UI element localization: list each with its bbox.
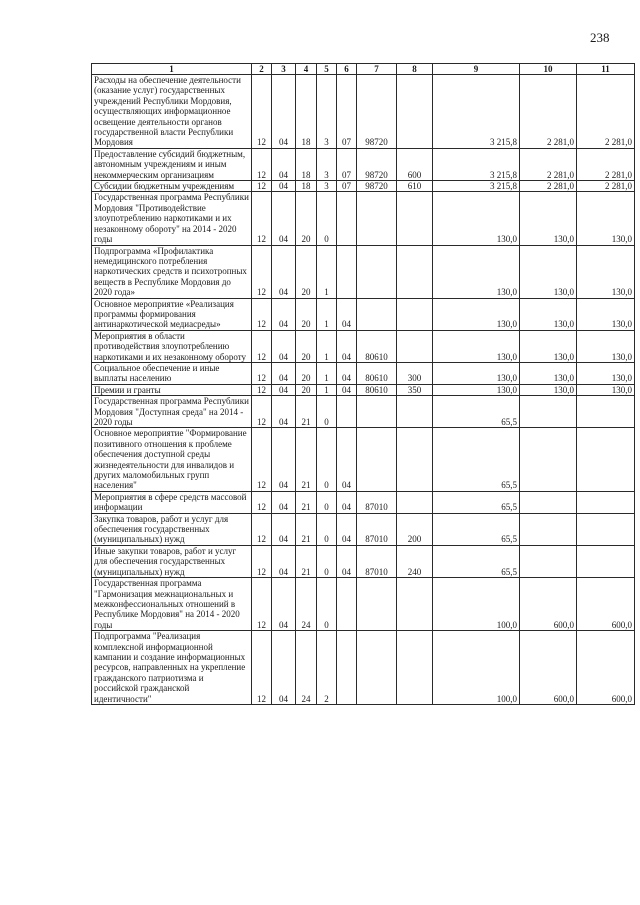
row-code-cell: 20: [296, 298, 317, 330]
row-amount-cell: 2 281,0: [577, 75, 635, 149]
header-cell: 1: [92, 64, 252, 75]
row-code-cell: 600: [397, 148, 433, 180]
header-cell: 2: [252, 64, 272, 75]
table-header-row: [92, 64, 635, 75]
row-code-cell: 87010: [357, 545, 397, 577]
row-code-cell: 80610: [357, 330, 397, 362]
row-name-cell: Расходы на обеспечение деятельности (оказание услуг) государственных учреждений Республики Мордовия, осуществляющих информационное освещение деятельности органов государственной власти Республики Мордовия: [92, 75, 252, 149]
row-code-cell: 18: [296, 75, 317, 149]
row-amount-cell: [520, 428, 577, 491]
row-code-cell: 21: [296, 545, 317, 577]
table-row: [92, 75, 635, 149]
row-amount-cell: 600,0: [577, 578, 635, 631]
row-code-cell: [337, 396, 357, 428]
row-amount-cell: 65,5: [433, 396, 520, 428]
row-code-cell: [357, 245, 397, 298]
row-amount-cell: 130,0: [577, 384, 635, 395]
row-code-cell: 04: [272, 396, 296, 428]
row-amount-cell: 130,0: [520, 245, 577, 298]
row-code-cell: 04: [337, 384, 357, 395]
row-name-cell: Премии и гранты: [92, 384, 252, 395]
row-name-cell: Основное мероприятие "Формирование позитивного отношения к проблеме обеспечения доступной среды жизнедеятельности для инвалидов и других маломобильных групп населения": [92, 428, 252, 491]
row-amount-cell: 2 281,0: [520, 148, 577, 180]
row-amount-cell: 130,0: [520, 384, 577, 395]
row-code-cell: 12: [252, 384, 272, 395]
row-amount-cell: [520, 491, 577, 513]
row-code-cell: 0: [317, 545, 337, 577]
row-name-cell: Субсидии бюджетным учреждениям: [92, 181, 252, 192]
table-row: [92, 384, 635, 395]
row-code-cell: 12: [252, 428, 272, 491]
row-amount-cell: 2 281,0: [520, 181, 577, 192]
row-code-cell: 04: [272, 513, 296, 545]
row-code-cell: [337, 192, 357, 245]
row-amount-cell: 2 281,0: [577, 181, 635, 192]
row-amount-cell: [520, 513, 577, 545]
row-code-cell: 04: [337, 428, 357, 491]
row-code-cell: [397, 192, 433, 245]
row-amount-cell: 130,0: [577, 298, 635, 330]
row-code-cell: 80610: [357, 362, 397, 384]
row-code-cell: [397, 245, 433, 298]
row-code-cell: 3: [317, 75, 337, 149]
row-name-cell: Мероприятия в области противодействия злоупотреблению наркотиками и их незаконному обороту: [92, 330, 252, 362]
row-code-cell: [397, 396, 433, 428]
row-amount-cell: 130,0: [577, 362, 635, 384]
table-row: [92, 578, 635, 631]
table-row: [92, 362, 635, 384]
row-code-cell: 21: [296, 491, 317, 513]
row-code-cell: [357, 298, 397, 330]
header-cell: 11: [577, 64, 635, 75]
row-amount-cell: 2 281,0: [577, 148, 635, 180]
row-name-cell: Государственная программа "Гармонизация межнациональных и межконфессиональных отношений в Республике Мордовия" на 2014 - 2020 годы: [92, 578, 252, 631]
row-code-cell: 04: [272, 298, 296, 330]
row-amount-cell: 65,5: [433, 428, 520, 491]
row-code-cell: 21: [296, 513, 317, 545]
row-name-cell: Иные закупки товаров, работ и услуг для обеспечения государственных (муниципальных) нужд: [92, 545, 252, 577]
header-cell: 8: [397, 64, 433, 75]
row-code-cell: 04: [272, 148, 296, 180]
row-name-cell: Подпрограмма "Реализация комплексной информационной кампании и создание информационных ресурсов, направленных на укрепление гражданского патриотизма и российской гражданской идентичности": [92, 631, 252, 705]
row-code-cell: 12: [252, 330, 272, 362]
page-number: 238: [590, 30, 610, 45]
table-row: [92, 428, 635, 491]
row-code-cell: 04: [272, 384, 296, 395]
row-amount-cell: 600,0: [577, 631, 635, 705]
header-cell: 3: [272, 64, 296, 75]
table-body: [92, 64, 635, 705]
row-code-cell: [397, 491, 433, 513]
row-code-cell: 3: [317, 181, 337, 192]
row-code-cell: 07: [337, 75, 357, 149]
row-code-cell: [357, 192, 397, 245]
row-code-cell: 20: [296, 330, 317, 362]
row-code-cell: 12: [252, 491, 272, 513]
row-code-cell: [397, 75, 433, 149]
row-code-cell: 12: [252, 192, 272, 245]
row-amount-cell: 65,5: [433, 491, 520, 513]
row-code-cell: 350: [397, 384, 433, 395]
row-code-cell: 12: [252, 245, 272, 298]
row-code-cell: 20: [296, 192, 317, 245]
row-name-cell: Государственная программа Республики Мордовия "Противодействие злоупотреблению наркотиками и их незаконному обороту" на 2014 - 2020 годы: [92, 192, 252, 245]
row-amount-cell: [520, 396, 577, 428]
row-code-cell: 3: [317, 148, 337, 180]
row-code-cell: 0: [317, 428, 337, 491]
row-code-cell: 1: [317, 384, 337, 395]
row-amount-cell: 130,0: [520, 362, 577, 384]
row-code-cell: 04: [337, 545, 357, 577]
row-code-cell: 04: [272, 75, 296, 149]
row-amount-cell: 130,0: [433, 245, 520, 298]
row-name-cell: Подпрограмма «Профилактика немедицинского потребления наркотических средств и психотропных веществ в Республике Мордовия до 2020 года»: [92, 245, 252, 298]
row-amount-cell: 130,0: [433, 362, 520, 384]
header-cell: 7: [357, 64, 397, 75]
row-code-cell: 04: [272, 491, 296, 513]
row-code-cell: 0: [317, 491, 337, 513]
row-code-cell: 1: [317, 298, 337, 330]
row-code-cell: 20: [296, 362, 317, 384]
row-code-cell: 12: [252, 631, 272, 705]
table-row: [92, 245, 635, 298]
row-code-cell: [397, 428, 433, 491]
header-cell: 10: [520, 64, 577, 75]
row-name-cell: Предоставление субсидий бюджетным, автономным учреждениям и иным некоммерческим организациям: [92, 148, 252, 180]
row-code-cell: 04: [337, 362, 357, 384]
table-row: [92, 491, 635, 513]
row-code-cell: [397, 631, 433, 705]
row-code-cell: 04: [337, 298, 357, 330]
row-code-cell: 18: [296, 148, 317, 180]
row-code-cell: 1: [317, 362, 337, 384]
row-code-cell: 1: [317, 330, 337, 362]
row-code-cell: 20: [296, 245, 317, 298]
row-code-cell: [337, 245, 357, 298]
row-code-cell: 1: [317, 245, 337, 298]
row-amount-cell: 100,0: [433, 578, 520, 631]
row-code-cell: 12: [252, 75, 272, 149]
row-code-cell: 04: [272, 362, 296, 384]
row-amount-cell: 600,0: [520, 631, 577, 705]
row-code-cell: 0: [317, 578, 337, 631]
row-amount-cell: [520, 545, 577, 577]
row-amount-cell: 130,0: [577, 192, 635, 245]
row-code-cell: 0: [317, 396, 337, 428]
table-row: [92, 330, 635, 362]
row-name-cell: Социальное обеспечение и иные выплаты населению: [92, 362, 252, 384]
row-code-cell: 98720: [357, 181, 397, 192]
row-code-cell: 04: [337, 513, 357, 545]
row-amount-cell: [577, 545, 635, 577]
row-code-cell: 87010: [357, 513, 397, 545]
row-code-cell: 0: [317, 192, 337, 245]
row-code-cell: [397, 330, 433, 362]
budget-table: [91, 63, 635, 705]
table-row: [92, 396, 635, 428]
row-code-cell: 12: [252, 545, 272, 577]
row-code-cell: 2: [317, 631, 337, 705]
row-code-cell: 04: [272, 181, 296, 192]
row-name-cell: Государственная программа Республики Мордовия "Доступная среда" на 2014 - 2020 годы: [92, 396, 252, 428]
row-code-cell: [357, 428, 397, 491]
table-row: [92, 545, 635, 577]
row-code-cell: 12: [252, 578, 272, 631]
table-row: [92, 192, 635, 245]
row-code-cell: 12: [252, 362, 272, 384]
row-code-cell: 18: [296, 181, 317, 192]
row-code-cell: 07: [337, 148, 357, 180]
row-name-cell: Закупка товаров, работ и услуг для обеспечения государственных (муниципальных) нужд: [92, 513, 252, 545]
row-code-cell: 21: [296, 396, 317, 428]
table-row: [92, 513, 635, 545]
row-code-cell: 04: [337, 330, 357, 362]
row-code-cell: 12: [252, 396, 272, 428]
row-code-cell: [357, 396, 397, 428]
row-name-cell: Основное мероприятие «Реализация программы формирования антинаркотической медиасреды»: [92, 298, 252, 330]
row-code-cell: 04: [272, 330, 296, 362]
row-code-cell: 87010: [357, 491, 397, 513]
row-amount-cell: [577, 513, 635, 545]
row-code-cell: 21: [296, 428, 317, 491]
header-cell: 6: [337, 64, 357, 75]
row-amount-cell: [577, 491, 635, 513]
row-code-cell: [337, 578, 357, 631]
row-code-cell: [397, 578, 433, 631]
row-name-cell: Мероприятия в сфере средств массовой информации: [92, 491, 252, 513]
row-code-cell: 20: [296, 384, 317, 395]
row-amount-cell: 130,0: [433, 192, 520, 245]
row-code-cell: [357, 631, 397, 705]
table-row: [92, 631, 635, 705]
row-code-cell: 12: [252, 148, 272, 180]
row-amount-cell: 130,0: [520, 192, 577, 245]
row-amount-cell: 3 215,8: [433, 181, 520, 192]
row-amount-cell: [577, 396, 635, 428]
row-amount-cell: 100,0: [433, 631, 520, 705]
row-code-cell: 24: [296, 631, 317, 705]
row-code-cell: 300: [397, 362, 433, 384]
row-code-cell: 80610: [357, 384, 397, 395]
row-amount-cell: 3 215,8: [433, 75, 520, 149]
row-code-cell: [357, 578, 397, 631]
row-amount-cell: 2 281,0: [520, 75, 577, 149]
table-row: [92, 181, 635, 192]
row-code-cell: 200: [397, 513, 433, 545]
row-amount-cell: 130,0: [433, 330, 520, 362]
row-code-cell: 04: [272, 245, 296, 298]
row-code-cell: 240: [397, 545, 433, 577]
row-code-cell: 12: [252, 181, 272, 192]
row-code-cell: 98720: [357, 148, 397, 180]
row-code-cell: [397, 298, 433, 330]
row-code-cell: 04: [272, 428, 296, 491]
table-row: [92, 148, 635, 180]
row-amount-cell: 65,5: [433, 545, 520, 577]
row-code-cell: 12: [252, 298, 272, 330]
row-amount-cell: 3 215,8: [433, 148, 520, 180]
header-cell: 4: [296, 64, 317, 75]
row-code-cell: 07: [337, 181, 357, 192]
row-code-cell: 98720: [357, 75, 397, 149]
row-code-cell: 0: [317, 513, 337, 545]
row-amount-cell: 130,0: [520, 330, 577, 362]
row-amount-cell: 130,0: [577, 330, 635, 362]
row-code-cell: 04: [272, 192, 296, 245]
row-amount-cell: 600,0: [520, 578, 577, 631]
row-amount-cell: 130,0: [433, 298, 520, 330]
row-code-cell: 610: [397, 181, 433, 192]
row-amount-cell: [577, 428, 635, 491]
row-amount-cell: 130,0: [577, 245, 635, 298]
row-code-cell: 12: [252, 513, 272, 545]
row-code-cell: 24: [296, 578, 317, 631]
row-code-cell: 04: [337, 491, 357, 513]
row-code-cell: 04: [272, 631, 296, 705]
row-code-cell: 04: [272, 545, 296, 577]
header-cell: 5: [317, 64, 337, 75]
row-amount-cell: 130,0: [433, 384, 520, 395]
row-amount-cell: 65,5: [433, 513, 520, 545]
row-code-cell: 04: [272, 578, 296, 631]
row-code-cell: [337, 631, 357, 705]
table-row: [92, 298, 635, 330]
row-amount-cell: 130,0: [520, 298, 577, 330]
header-cell: 9: [433, 64, 520, 75]
